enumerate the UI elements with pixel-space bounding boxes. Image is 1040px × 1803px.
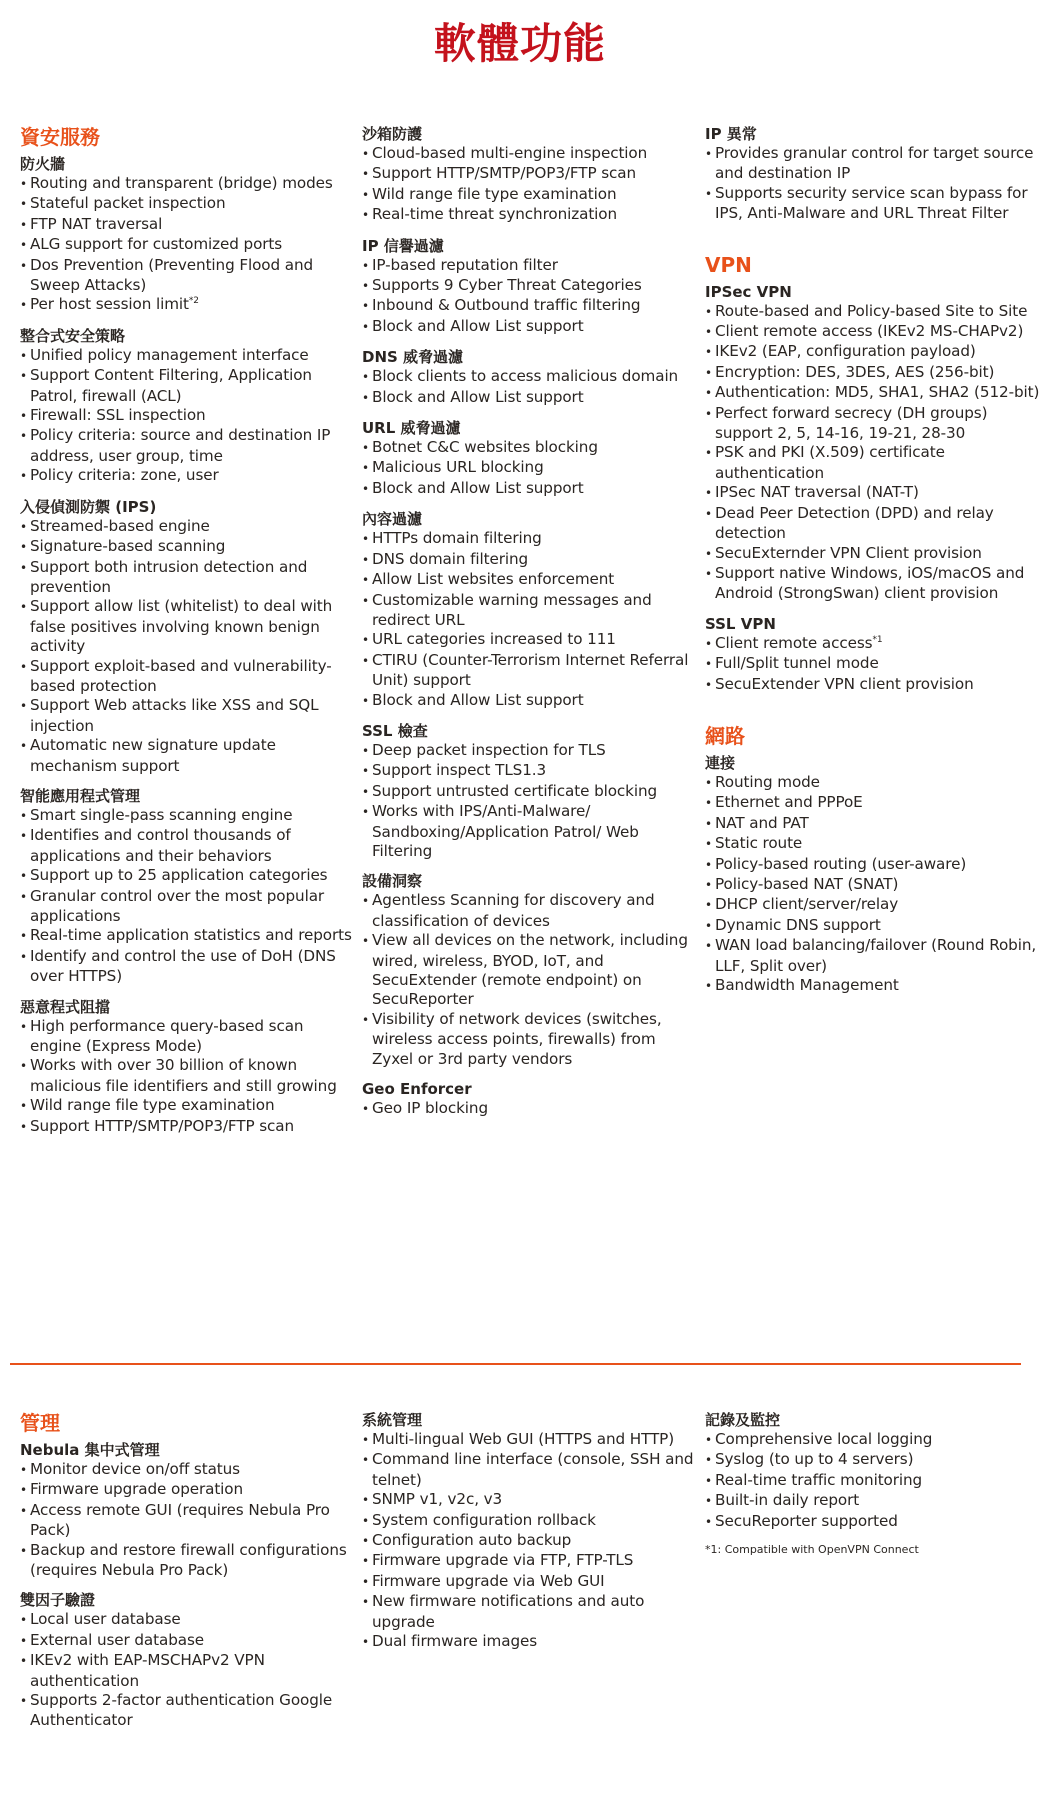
feature-item bbox=[705, 322, 1040, 342]
feature-item bbox=[362, 479, 697, 499]
feature-text: Granular control over the most popular applications bbox=[30, 886, 325, 925]
feature-text: Works with IPS/Anti-Malware/ Sandboxing/Application Patrol/ Web Filtering bbox=[372, 802, 639, 860]
feature-item bbox=[362, 144, 697, 164]
feature-text: Supports 2-factor authentication Google Authenticator bbox=[30, 1691, 333, 1730]
feature-item bbox=[705, 342, 1040, 362]
feature-item bbox=[20, 174, 355, 194]
subsection-title: SSL 檢查 bbox=[362, 721, 428, 740]
subsection-title: 設備洞察 bbox=[362, 872, 423, 891]
feature-item bbox=[362, 205, 697, 225]
subsection-title: IP 異常 bbox=[705, 125, 757, 143]
feature-item bbox=[20, 517, 355, 537]
feature-item bbox=[705, 504, 1040, 544]
feature-list bbox=[705, 302, 1040, 604]
feature-text: Dead Peer Detection (DPD) and relay detection bbox=[715, 503, 994, 543]
feature-item bbox=[362, 388, 697, 408]
footnote-marker: *2 bbox=[188, 296, 199, 307]
subsection-title: 防火牆 bbox=[20, 155, 66, 173]
feature-list bbox=[20, 1017, 355, 1137]
column-top-right bbox=[705, 124, 1040, 1006]
feature-item bbox=[362, 1010, 697, 1069]
feature-item bbox=[20, 887, 355, 927]
feature-text: Wild range file type examination bbox=[372, 184, 617, 203]
feature-item bbox=[705, 404, 1040, 444]
feature-text: IKEv2 (EAP, configuration payload) bbox=[715, 342, 976, 361]
feature-item bbox=[362, 1511, 697, 1531]
feature-text: Wild range file type examination bbox=[30, 1096, 275, 1115]
footnote-marker: *1 bbox=[872, 634, 883, 645]
feature-item bbox=[20, 597, 355, 656]
feature-list bbox=[705, 144, 1040, 224]
feature-item bbox=[705, 976, 1040, 996]
feature-item bbox=[705, 834, 1040, 854]
feature-item bbox=[20, 1691, 355, 1731]
feature-text: IPSec NAT traversal (NAT-T) bbox=[715, 483, 919, 502]
subsection-title: 入侵偵測防禦 (IPS) bbox=[20, 497, 157, 516]
feature-item bbox=[20, 926, 355, 946]
feature-text: System configuration rollback bbox=[372, 1510, 596, 1529]
feature-item bbox=[20, 1056, 355, 1096]
feature-list bbox=[362, 1430, 697, 1652]
feature-text: Cloud-based multi-engine inspection bbox=[372, 144, 648, 162]
feature-item bbox=[705, 634, 1040, 654]
feature-item bbox=[20, 947, 355, 987]
feature-item bbox=[20, 537, 355, 557]
feature-text: Works with over 30 billion of known malicious file identifiers and still growing bbox=[30, 1056, 337, 1095]
subsection-title: 記錄及監控 bbox=[705, 1411, 781, 1429]
column-top-middle bbox=[362, 124, 697, 1129]
feature-list bbox=[362, 438, 697, 499]
feature-text: Support exploit-based and vulnerability-based protection bbox=[30, 656, 332, 695]
subsection-title: IP 信譽過濾 bbox=[362, 236, 444, 255]
feature-text: Command line interface (console, SSH and telnet) bbox=[372, 1450, 694, 1489]
feature-text: Support untrusted certificate blocking bbox=[372, 781, 658, 800]
column-bottom-middle bbox=[362, 1410, 697, 1662]
section-title: 網路 bbox=[705, 723, 745, 748]
footnote: *1: Compatible with OpenVPN Connect bbox=[705, 1543, 919, 1557]
feature-item bbox=[20, 1480, 355, 1500]
feature-text: External user database bbox=[30, 1630, 205, 1649]
feature-item bbox=[20, 215, 355, 235]
feature-text: Geo IP blocking bbox=[372, 1099, 488, 1118]
feature-item bbox=[705, 936, 1040, 976]
feature-item bbox=[362, 317, 697, 337]
feature-text: Stateful packet inspection bbox=[30, 194, 226, 213]
feature-text: Automatic new signature update mechanism support bbox=[30, 736, 276, 775]
feature-text: Ethernet and PPPoE bbox=[715, 793, 863, 812]
feature-item bbox=[362, 458, 697, 478]
feature-item bbox=[362, 761, 697, 781]
feature-item bbox=[362, 931, 697, 1010]
feature-text: Policy criteria: zone, user bbox=[30, 466, 219, 485]
feature-text: Route-based and Policy-based Site to Site bbox=[715, 301, 1028, 320]
feature-text: Block and Allow List support bbox=[372, 690, 584, 709]
section-divider bbox=[10, 1363, 1021, 1365]
feature-list bbox=[362, 144, 697, 226]
feature-item bbox=[20, 366, 355, 406]
feature-item bbox=[20, 806, 355, 826]
feature-text: Configuration auto backup bbox=[372, 1531, 572, 1550]
feature-item bbox=[20, 657, 355, 697]
feature-text: Encryption: DES, 3DES, AES (256-bit) bbox=[715, 362, 995, 381]
feature-item bbox=[362, 1572, 697, 1592]
feature-item bbox=[20, 736, 355, 776]
feature-text: Dynamic DNS support bbox=[715, 915, 881, 934]
feature-text: Authentication: MD5, SHA1, SHA2 (512-bit) bbox=[715, 383, 1040, 402]
feature-text: High performance query-based scan engine (Express Mode) bbox=[30, 1016, 304, 1056]
feature-item bbox=[705, 1430, 1040, 1450]
feature-item bbox=[20, 1631, 355, 1651]
feature-item bbox=[20, 295, 355, 315]
feature-text: Firmware upgrade via Web GUI bbox=[372, 1571, 605, 1590]
section-title: 資安服務 bbox=[20, 125, 100, 149]
feature-text: Multi-lingual Web GUI (HTTPS and HTTP) bbox=[372, 1430, 675, 1448]
feature-item bbox=[705, 383, 1040, 403]
section-title: 管理 bbox=[20, 1411, 60, 1435]
feature-item bbox=[20, 256, 355, 296]
feature-text: Botnet C&C websites blocking bbox=[372, 438, 598, 457]
feature-text: IKEv2 with EAP-MSCHAPv2 VPN authentication bbox=[30, 1651, 265, 1690]
feature-text: Real-time application statistics and reports bbox=[30, 926, 352, 945]
feature-text: Identify and control the use of DoH (DNS over HTTPS) bbox=[30, 946, 336, 986]
subsection-title: Nebula 集中式管理 bbox=[20, 1441, 160, 1459]
feature-text: IP-based reputation filter bbox=[372, 255, 558, 274]
feature-item bbox=[362, 367, 697, 387]
feature-item bbox=[20, 1096, 355, 1116]
feature-item bbox=[705, 675, 1040, 695]
feature-list bbox=[705, 773, 1040, 996]
feature-text: Deep packet inspection for TLS bbox=[372, 740, 606, 759]
feature-item bbox=[20, 866, 355, 886]
feature-item bbox=[20, 558, 355, 598]
feature-item bbox=[362, 529, 697, 549]
feature-text: Block and Allow List support bbox=[372, 316, 584, 335]
subsection-title: Geo Enforcer bbox=[362, 1080, 472, 1099]
feature-text: Support HTTP/SMTP/POP3/FTP scan bbox=[30, 1116, 295, 1135]
feature-list bbox=[20, 1610, 355, 1730]
feature-item bbox=[20, 1541, 355, 1581]
feature-text: Static route bbox=[715, 834, 803, 853]
feature-item bbox=[705, 773, 1040, 793]
feature-text: WAN load balancing/failover (Round Robin, LLF, Split over) bbox=[715, 936, 1037, 975]
feature-item bbox=[705, 814, 1040, 834]
feature-text: New firmware notifications and auto upgrade bbox=[372, 1592, 645, 1631]
feature-item bbox=[705, 1450, 1040, 1470]
feature-text: SecuExtender VPN client provision bbox=[715, 674, 974, 693]
feature-text: DNS domain filtering bbox=[372, 549, 529, 568]
feature-item bbox=[705, 1471, 1040, 1491]
feature-item bbox=[20, 1610, 355, 1630]
feature-item bbox=[20, 466, 355, 486]
feature-text: Full/Split tunnel mode bbox=[715, 654, 879, 673]
feature-item bbox=[362, 1490, 697, 1510]
feature-text: Agentless Scanning for discovery and classification of devices bbox=[372, 891, 655, 930]
feature-text: Comprehensive local logging bbox=[715, 1430, 933, 1448]
subsection-title: 內容過濾 bbox=[362, 510, 423, 529]
feature-item bbox=[705, 855, 1040, 875]
feature-text: SecuExternder VPN Client provision bbox=[715, 543, 982, 562]
feature-text: Backup and restore firewall configurations (requires Nebula Pro Pack) bbox=[30, 1540, 347, 1580]
feature-item bbox=[705, 895, 1040, 915]
feature-item bbox=[362, 1450, 697, 1490]
feature-item bbox=[705, 184, 1040, 224]
feature-list bbox=[20, 346, 355, 487]
feature-text: Client remote access bbox=[715, 633, 873, 652]
feature-text: Allow List websites enforcement bbox=[372, 570, 615, 589]
feature-text: Support up to 25 application categories bbox=[30, 866, 328, 885]
feature-text: Routing mode bbox=[715, 772, 820, 791]
feature-text: PSK and PKI (X.509) certificate authentication bbox=[715, 443, 945, 482]
subsection-title: 智能應用程式管理 bbox=[20, 786, 141, 805]
feature-item bbox=[362, 1551, 697, 1571]
feature-item bbox=[362, 591, 697, 631]
section-title: VPN bbox=[705, 252, 752, 277]
feature-item bbox=[362, 438, 697, 458]
feature-text: Dual firmware images bbox=[372, 1632, 538, 1651]
feature-item bbox=[362, 164, 697, 184]
feature-item bbox=[20, 426, 355, 466]
feature-item bbox=[362, 741, 697, 761]
feature-text: Real-time traffic monitoring bbox=[715, 1470, 923, 1489]
subsection-title: DNS 威脅過濾 bbox=[362, 348, 464, 367]
feature-item bbox=[20, 1651, 355, 1691]
feature-text: Policy criteria: source and destination IP address, user group, time bbox=[30, 426, 331, 465]
feature-item bbox=[705, 793, 1040, 813]
feature-item bbox=[362, 782, 697, 802]
feature-text: Supports 9 Cyber Threat Categories bbox=[372, 276, 642, 295]
feature-text: Block clients to access malicious domain bbox=[372, 367, 679, 386]
feature-text: Block and Allow List support bbox=[372, 387, 584, 406]
feature-item bbox=[705, 363, 1040, 383]
feature-text: Monitor device on/off status bbox=[30, 1460, 240, 1478]
feature-list bbox=[20, 517, 355, 776]
feature-item bbox=[362, 570, 697, 590]
feature-item bbox=[362, 185, 697, 205]
feature-text: Per host session limit bbox=[30, 295, 189, 314]
feature-item bbox=[362, 802, 697, 861]
feature-text: Support allow list (whitelist) to deal with false positives involving known benign activity bbox=[30, 597, 333, 656]
feature-text: URL categories increased to 111 bbox=[372, 630, 616, 649]
feature-list bbox=[362, 891, 697, 1069]
feature-item bbox=[20, 235, 355, 255]
feature-list bbox=[20, 1460, 355, 1580]
feature-text: Provides granular control for target source and destination IP bbox=[715, 144, 1034, 183]
feature-text: Real-time threat synchronization bbox=[372, 205, 618, 224]
feature-item bbox=[705, 654, 1040, 674]
feature-item bbox=[705, 916, 1040, 936]
feature-item bbox=[20, 826, 355, 866]
feature-item bbox=[705, 544, 1040, 564]
feature-text: Firewall: SSL inspection bbox=[30, 406, 206, 425]
feature-list bbox=[362, 367, 697, 408]
feature-item bbox=[705, 302, 1040, 322]
feature-text: Bandwidth Management bbox=[715, 976, 899, 994]
feature-text: Identifies and control thousands of applications and their behaviors bbox=[30, 826, 291, 865]
feature-list bbox=[362, 529, 697, 711]
feature-list bbox=[362, 256, 697, 338]
subsection-title: 連接 bbox=[705, 753, 736, 772]
feature-text: Local user database bbox=[30, 1610, 181, 1629]
subsection-title: 惡意程式阻擋 bbox=[20, 997, 111, 1016]
feature-text: Perfect forward secrecy (DH groups) support 2, 5, 14-16, 19-21, 28-30 bbox=[715, 403, 988, 443]
feature-item bbox=[705, 875, 1040, 895]
feature-text: Firmware upgrade via FTP, FTP-TLS bbox=[372, 1551, 634, 1570]
feature-item bbox=[705, 564, 1040, 604]
spacer bbox=[705, 234, 1040, 252]
feature-text: Block and Allow List support bbox=[372, 478, 584, 497]
feature-item bbox=[20, 346, 355, 366]
feature-item bbox=[362, 630, 697, 650]
feature-text: Firmware upgrade operation bbox=[30, 1480, 244, 1499]
column-top-left bbox=[20, 124, 355, 1147]
feature-text: Support Web attacks like XSS and SQL injection bbox=[30, 696, 319, 735]
feature-item bbox=[362, 891, 697, 931]
feature-text: Support both intrusion detection and prevention bbox=[30, 557, 308, 596]
feature-item bbox=[705, 483, 1040, 503]
feature-item bbox=[362, 256, 697, 276]
feature-text: CTIRU (Counter-Terrorism Internet Referral Unit) support bbox=[372, 650, 689, 690]
feature-list bbox=[362, 741, 697, 861]
feature-text: Support HTTP/SMTP/POP3/FTP scan bbox=[372, 164, 637, 183]
feature-item bbox=[20, 1501, 355, 1541]
feature-text: Client remote access (IKEv2 MS-CHAPv2) bbox=[715, 322, 1024, 341]
feature-text: Supports security service scan bypass for IPS, Anti-Malware and URL Threat Filter bbox=[715, 183, 1028, 223]
feature-text: Support native Windows, iOS/macOS and Android (StrongSwan) client provision bbox=[715, 563, 1025, 603]
feature-list bbox=[705, 634, 1040, 695]
feature-text: Routing and transparent (bridge) modes bbox=[30, 174, 333, 192]
feature-text: Syslog (to up to 4 servers) bbox=[715, 1450, 914, 1469]
subsection-title: URL 威脅過濾 bbox=[362, 419, 461, 438]
feature-item bbox=[362, 651, 697, 691]
feature-item bbox=[20, 406, 355, 426]
feature-text: Dos Prevention (Preventing Flood and Sweep Attacks) bbox=[30, 255, 314, 295]
feature-item bbox=[20, 1460, 355, 1480]
feature-text: Support inspect TLS1.3 bbox=[372, 761, 547, 780]
feature-text: Smart single-pass scanning engine bbox=[30, 805, 293, 824]
feature-item bbox=[705, 1512, 1040, 1532]
feature-item bbox=[362, 1430, 697, 1450]
feature-item bbox=[362, 296, 697, 316]
feature-text: FTP NAT traversal bbox=[30, 214, 163, 233]
feature-item bbox=[362, 1632, 697, 1652]
feature-list bbox=[362, 1099, 697, 1119]
feature-text: NAT and PAT bbox=[715, 813, 809, 832]
subsection-title: 沙箱防護 bbox=[362, 125, 423, 143]
feature-text: Access remote GUI (requires Nebula Pro Pack) bbox=[30, 1500, 330, 1540]
feature-text: Inbound & Outbound traffic filtering bbox=[372, 296, 641, 315]
feature-item bbox=[362, 691, 697, 711]
subsection-title: 系統管理 bbox=[362, 1411, 423, 1429]
feature-text: Customizable warning messages and redirect URL bbox=[372, 590, 652, 629]
feature-item bbox=[362, 1592, 697, 1632]
feature-text: Built-in daily report bbox=[715, 1491, 860, 1510]
feature-item bbox=[362, 1099, 697, 1119]
feature-list bbox=[705, 1430, 1040, 1532]
column-bottom-left bbox=[20, 1410, 355, 1741]
feature-text: Policy-based NAT (SNAT) bbox=[715, 874, 899, 893]
feature-item bbox=[705, 443, 1040, 483]
feature-text: View all devices on the network, including wired, wireless, BYOD, IoT, and SecuExtender (remote endpoint) on SecuReporter bbox=[372, 931, 688, 1009]
feature-item bbox=[20, 1117, 355, 1137]
feature-item bbox=[362, 276, 697, 296]
feature-item bbox=[20, 194, 355, 214]
feature-text: Support Content Filtering, Application Patrol, firewall (ACL) bbox=[30, 366, 312, 405]
subsection-title: IPSec VPN bbox=[705, 282, 792, 301]
subsection-title: 雙因子驗證 bbox=[20, 1591, 96, 1610]
feature-text: DHCP client/server/relay bbox=[715, 895, 899, 914]
feature-text: Malicious URL blocking bbox=[372, 458, 544, 477]
feature-text: Unified policy management interface bbox=[30, 345, 309, 364]
column-bottom-right bbox=[705, 1410, 1040, 1558]
feature-text: Streamed-based engine bbox=[30, 516, 210, 535]
feature-item bbox=[20, 1017, 355, 1057]
feature-list bbox=[20, 174, 355, 316]
feature-text: SecuReporter supported bbox=[715, 1511, 898, 1530]
feature-item bbox=[362, 1531, 697, 1551]
feature-text: Visibility of network devices (switches, wireless access points, firewalls) from Zyxel or 3rd party vendors bbox=[372, 1009, 662, 1068]
feature-item bbox=[20, 696, 355, 736]
subsection-title: SSL VPN bbox=[705, 614, 776, 633]
feature-text: SNMP v1, v2c, v3 bbox=[372, 1490, 503, 1509]
feature-text: Signature-based scanning bbox=[30, 537, 226, 556]
subsection-title: 整合式安全策略 bbox=[20, 326, 126, 345]
feature-text: HTTPs domain filtering bbox=[372, 529, 542, 548]
feature-text: Policy-based routing (user-aware) bbox=[715, 854, 967, 873]
feature-item bbox=[362, 550, 697, 570]
spacer bbox=[705, 705, 1040, 723]
feature-list bbox=[20, 806, 355, 987]
feature-text: ALG support for customized ports bbox=[30, 235, 283, 254]
feature-item bbox=[705, 144, 1040, 184]
feature-item bbox=[705, 1491, 1040, 1511]
page-title: 軟體功能 bbox=[433, 19, 606, 68]
